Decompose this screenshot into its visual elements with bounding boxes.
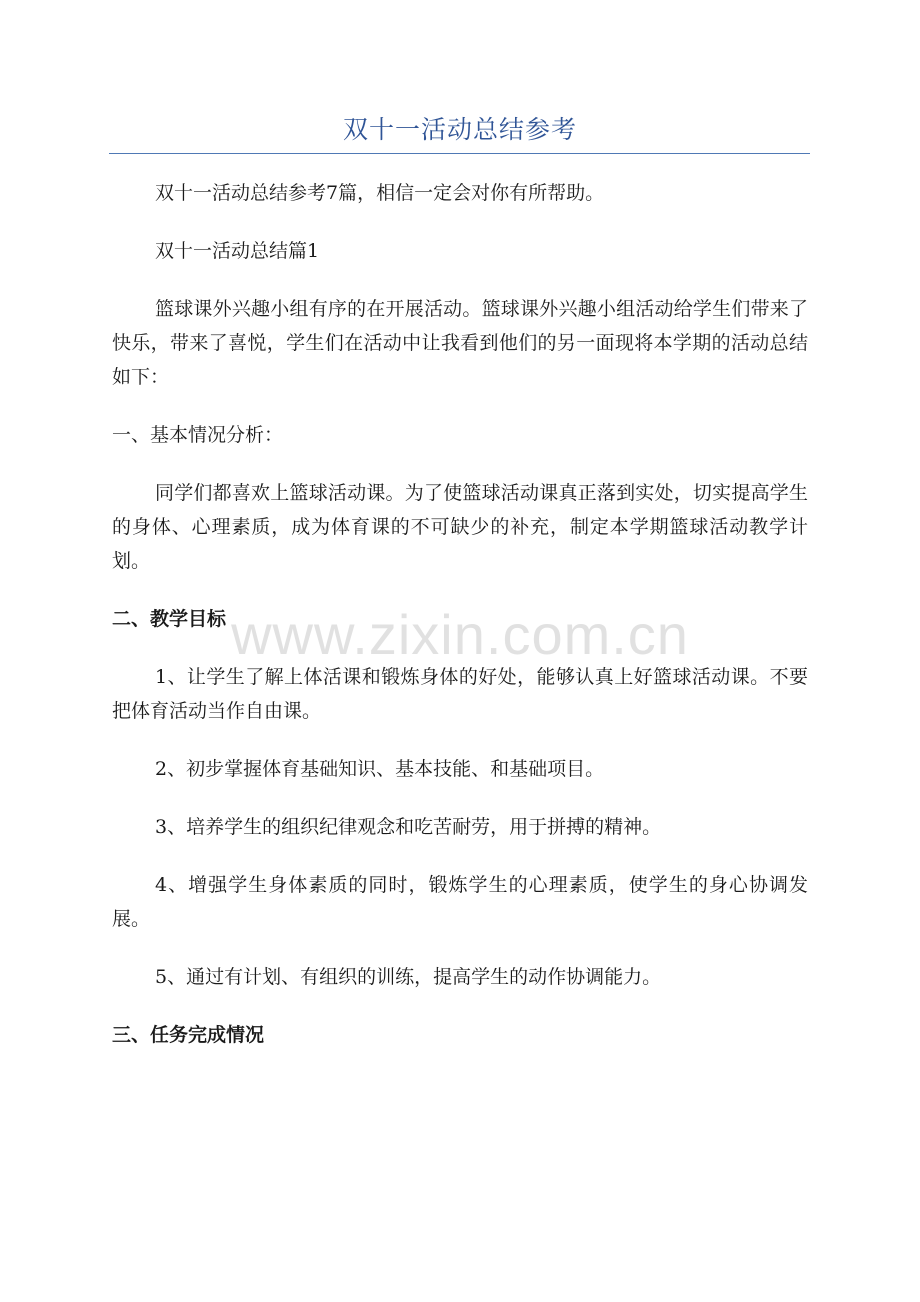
document-title: 双十一活动总结参考	[342, 115, 577, 144]
section-heading: 一、基本情况分析：	[112, 424, 284, 446]
document-body	[112, 176, 808, 1076]
list-item: 4、增强学生身体素质的同时，锻炼学生的心理素质，使学生的身心协调发展。	[112, 874, 808, 930]
body-paragraph: 篮球课外兴趣小组有序的在开展活动。篮球课外兴趣小组活动给学生们带来了快乐，带来了喜悦，学生们在活动中让我看到他们的另一面现将本学期的活动总结如下：	[112, 298, 808, 388]
body-paragraph: 同学们都喜欢上篮球活动课。为了使篮球活动课真正落到实处，切实提高学生的身体、心理素质，成为体育课的不可缺少的补充，制定本学期篮球活动教学计划。	[112, 482, 808, 572]
intro-paragraph: 双十一活动总结参考7篇，相信一定会对你有所帮助。	[155, 182, 605, 204]
list-item: 3、培养学生的组织纪律观念和吃苦耐劳，用于拼搏的精神。	[155, 816, 662, 838]
section-subtitle: 双十一活动总结篇1	[155, 240, 320, 262]
watermark: www.zixin.com.cn	[231, 603, 689, 666]
title-underline	[109, 153, 810, 154]
section-heading: 三、任务完成情况	[112, 1024, 265, 1046]
section-heading: 二、教学目标	[112, 608, 227, 630]
list-item: 5、通过有计划、有组织的训练，提高学生的动作协调能力。	[155, 966, 662, 988]
list-item: 1、让学生了解上体活课和锻炼身体的好处，能够认真上好篮球活动课。不要把体育活动当作自由课。	[112, 666, 808, 722]
list-item: 2、初步掌握体育基础知识、基本技能、和基础项目。	[155, 758, 605, 780]
